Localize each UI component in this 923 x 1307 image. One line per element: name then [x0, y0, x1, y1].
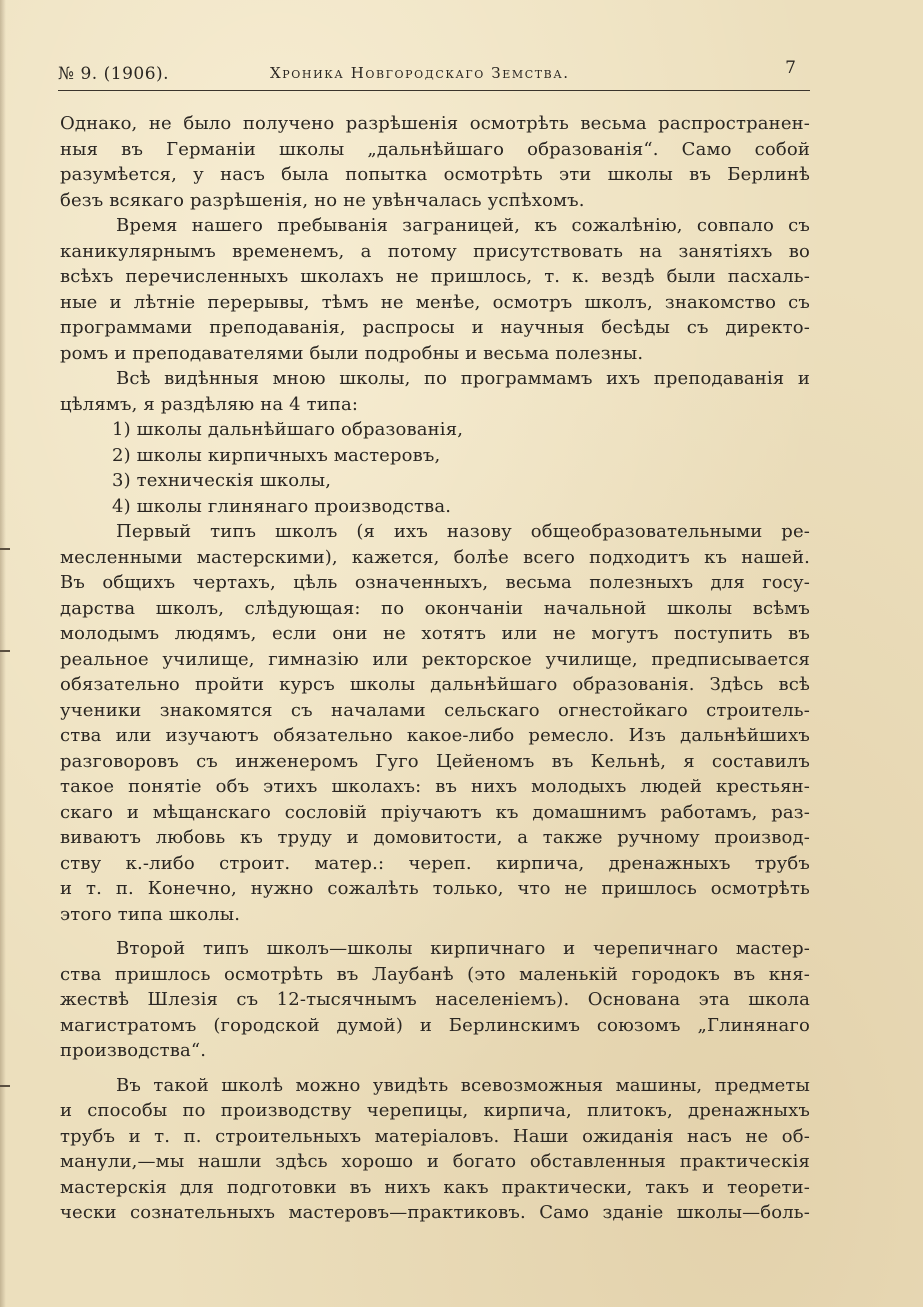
text-line: цѣлямъ, я раздѣляю на 4 типа: [60, 393, 359, 415]
text-line: трубъ и т. п. строительныхъ матеріаловъ. Наши ожиданія насъ не об- [60, 1125, 810, 1147]
text-line: каникулярнымъ временемъ, а потому присутствовать на занятіяхъ во [60, 240, 810, 262]
paragraph-start: Первый типъ школъ (я ихъ назову общеобразовательными ре- [116, 521, 810, 542]
margin-mark [0, 650, 10, 652]
text-line: и т. п. Конечно, нужно сожалѣть только, что не пришлось осмотрѣть [60, 878, 810, 899]
text-line: такое понятіе объ этихъ школахъ: въ нихъ молодыхъ людей крестьян- [60, 776, 810, 797]
text-line: безъ всякаго разрѣшенія, но не увѣнчалась успѣхомъ. [60, 189, 585, 211]
text-line: месленными мастерскими), кажется, болѣе всего подходитъ къ нашей. [60, 546, 810, 568]
paragraph-gap [60, 927, 810, 936]
list-item: 4) школы глинянаго производства. [112, 495, 452, 517]
text-line: ные и лѣтніе перерывы, тѣмъ не менѣе, осмотръ школъ, знакомство съ [60, 291, 810, 313]
text-line: виваютъ любовь къ труду и домовитости, а также ручному производ- [60, 827, 810, 848]
text-line: скаго и мѣщанскаго сословій пріучаютъ къ домашнимъ работамъ, раз- [60, 801, 810, 823]
journal-title: Хроника Новгородскаго Земства. [270, 64, 570, 82]
text-line: молодымъ людямъ, если они не хотятъ или не могутъ поступить въ [60, 623, 810, 644]
text-line: ству к.-либо строит. матер.: череп. кирпича, дренажныхъ трубъ [60, 852, 810, 874]
text-line: программами преподаванія, распросы и научныя бесѣды съ директо- [60, 317, 810, 338]
list-item: 3) техническія школы, [112, 470, 332, 491]
text-line: этого типа школы. [60, 903, 241, 925]
article-body [60, 111, 810, 1226]
page-edge-shadow [0, 0, 6, 1307]
text-line: магистратомъ (городской думой) и Берлинскимъ союзомъ „Глинянаго [60, 1014, 810, 1036]
text-line: ромъ и преподавателями были подробны и весьма полезны. [60, 342, 644, 364]
text-line: Однако, не было получено разрѣшенія осмотрѣть весьма распространен- [60, 113, 810, 134]
text-line: реальное училище, гимназію или ректорское училище, предписывается [60, 648, 810, 670]
text-line: ученики знакомятся съ началами сельскаго огнестойкаго строитель- [60, 699, 810, 721]
text-line: Въ общихъ чертахъ, цѣль означенныхъ, весьма полезныхъ для госу- [60, 572, 810, 593]
text-line: ства или изучаютъ обязательно какое-либо ремесло. Изъ дальнѣйшихъ [60, 725, 810, 746]
margin-mark [0, 1085, 10, 1087]
paragraph-gap [60, 1064, 810, 1073]
text-line: манули,—мы нашли здѣсь хорошо и богато обставленныя практическія [60, 1151, 810, 1172]
text-line: всѣхъ перечисленныхъ школахъ не пришлось, т. к. вездѣ были пасхаль- [60, 266, 810, 287]
text-line: и способы по производству черепицы, кирпича, плитокъ, дренажныхъ [60, 1100, 810, 1121]
text-line: жествѣ Шлезія съ 12-тысячнымъ населеніемъ). Основана эта школа [60, 989, 810, 1010]
running-header [58, 56, 810, 91]
list-item: 1) школы дальнѣйшаго образованія, [112, 419, 464, 440]
text-line: разговоровъ съ инженеромъ Гуго Цейеномъ въ Кельнѣ, я составилъ [60, 750, 810, 772]
margin-mark [0, 548, 10, 550]
text-line: ныя въ Германіи школы „дальнѣйшаго образованія“. Само собой [60, 138, 810, 160]
text-line: обязательно пройти курсъ школы дальнѣйшаго образованія. Здѣсь всѣ [60, 674, 810, 695]
list-item: 2) школы кирпичныхъ мастеровъ, [112, 444, 441, 466]
text-line: производства“. [60, 1040, 207, 1061]
text-line: мастерскія для подготовки въ нихъ какъ практически, такъ и теорети- [60, 1176, 810, 1198]
paragraph-start: Время нашего пребыванія заграницей, къ сожалѣнію, совпало съ [116, 215, 810, 236]
text-line: чески сознательныхъ мастеровъ—практиковъ. Само зданіе школы—боль- [60, 1202, 810, 1223]
page-number: 7 [785, 58, 796, 78]
paragraph-start: Въ такой школѣ можно увидѣть всевозможныя машины, предметы [116, 1074, 810, 1096]
text-line: ства пришлось осмотрѣть въ Лаубанѣ (это маленькій городокъ въ кня- [60, 963, 810, 985]
text-line: разумѣется, у насъ была попытка осмотрѣть эти школы въ Берлинѣ [60, 164, 810, 185]
paragraph-start: Второй типъ школъ—школы кирпичнаго и черепичнаго мастер- [116, 938, 810, 959]
issue-number: № 9. (1906). [58, 64, 170, 84]
paragraph-start: Всѣ видѣнныя мною школы, по программамъ ихъ преподаванія и [116, 368, 810, 389]
text-line: дарства школъ, слѣдующая: по окончаніи начальной школы всѣмъ [60, 597, 810, 619]
